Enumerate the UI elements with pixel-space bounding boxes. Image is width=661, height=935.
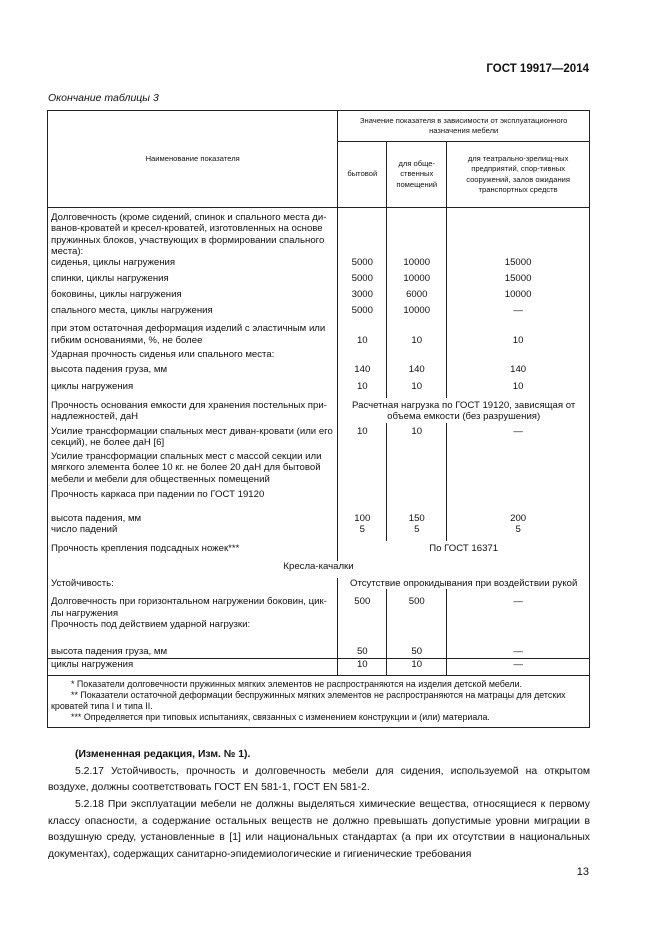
- cell-public: 10000: [387, 305, 447, 323]
- cell-public: 10: [387, 323, 447, 346]
- page-number: 13: [576, 866, 589, 878]
- table-row-label: циклы нагружения: [48, 381, 338, 398]
- section-title: Кресла-качалки: [48, 561, 590, 578]
- cell-home: 5000: [338, 273, 387, 289]
- cell-theatre: 10000: [447, 289, 590, 305]
- cell-theatre: —: [447, 589, 590, 619]
- cell-theatre: 5: [447, 524, 590, 541]
- cell-home: 100: [338, 505, 387, 524]
- table-row-label: высота падения, мм: [48, 505, 338, 524]
- cell-home: 5: [338, 524, 387, 541]
- cell-theatre: 15000: [447, 273, 590, 289]
- cell-merged: Расчетная нагрузка по ГОСТ 19120, зависящая от объема емкости (без разрушения): [338, 398, 590, 423]
- cell-home: 5000: [338, 257, 387, 273]
- durability-head: Долговечность (кроме сидений, спинок и спального места ди-ванов-кроватей и кресел-кроватей, изготовленных на основе пружинных блоков, участвующих в формировании спального места):: [48, 208, 338, 258]
- table-row-label: высота падения груза, мм: [48, 364, 338, 381]
- table-row-label: спального места, циклы нагружения: [48, 305, 338, 323]
- body-text: [48, 747, 590, 863]
- paragraph-5-2-17: 5.2.17 Устойчивость, прочность и долговечность мебели для сидения, используемой на открытом воздухе, должны соответствовать ГОСТ EN 581-1, ГОСТ EN 581-2.: [48, 765, 590, 794]
- frame-head: Прочность каркаса при падении по ГОСТ 19120: [48, 485, 338, 505]
- cell-public: 150: [387, 505, 447, 524]
- cell-theatre: —: [447, 635, 590, 658]
- header-public: для обще-ственных помещений: [387, 142, 447, 208]
- document-id: ГОСТ 19917—2014: [486, 63, 589, 75]
- cell-public: 500: [387, 589, 447, 619]
- cell-home: 10: [338, 423, 387, 449]
- cell-theatre: 10: [447, 323, 590, 346]
- table-row-label: Долговечность при горизонтальном нагружении боковин, цик-лы нагружения: [48, 589, 338, 619]
- table-row-label: спинки, циклы нагружения: [48, 273, 338, 289]
- table-row-label: циклы нагружения: [48, 658, 338, 675]
- table-row-label: Усилие трансформации спальных мест диван-кровати (или его секций), не более даН [6]: [48, 423, 338, 449]
- cell-public: 10: [387, 658, 447, 675]
- cell-home: 500: [338, 589, 387, 619]
- cell-home: 140: [338, 364, 387, 381]
- cell-theatre: 200: [447, 505, 590, 524]
- footnote: *** Определяется при типовых испытаниях, связанных с изменением конструкции и (или) материала.: [71, 711, 490, 722]
- cell-public: 10: [387, 381, 447, 398]
- table-row-label: Устойчивость:: [48, 578, 338, 589]
- header-name: Наименование показателя: [48, 111, 338, 208]
- table-row-label: Прочность основания емкости для хранения постельных при-надлежностей, даН: [48, 398, 338, 423]
- cell-home: 10: [338, 658, 387, 675]
- cell-theatre: —: [447, 658, 590, 675]
- cell-theatre: 15000: [447, 257, 590, 273]
- cell-home: 10: [338, 323, 387, 346]
- cell-public: 6000: [387, 289, 447, 305]
- table-row-label: число падений: [48, 524, 338, 541]
- cell-public: 50: [387, 635, 447, 658]
- cell-home: 3000: [338, 289, 387, 305]
- header-group: Значение показателя в зависимости от эксплуатационного назначения мебели: [338, 111, 590, 142]
- cell-merged: По ГОСТ 16371: [338, 541, 590, 561]
- table-row-label: боковины, циклы нагружения: [48, 289, 338, 305]
- table-row-label: Усилие трансформации спальных мест с массой секции или мягкого элемента более 10 кг. не более 20 даН для бытовой мебели и мебели для общественных помещений: [48, 448, 338, 485]
- cell-theatre: 10: [447, 381, 590, 398]
- cell-theatre: —: [447, 423, 590, 449]
- cell-theatre: 140: [447, 364, 590, 381]
- cell-home: 5000: [338, 305, 387, 323]
- cell-home: 10: [338, 381, 387, 398]
- cell-public: 5: [387, 524, 447, 541]
- cell-public: 140: [387, 364, 447, 381]
- table-row-label: при этом остаточная деформация изделий с эластичным или гибким основаниями, %, не более: [48, 323, 338, 346]
- requirements-table: [47, 110, 590, 728]
- amendment-note: (Измененная редакция, Изм. № 1).: [75, 749, 251, 760]
- cell-merged: Отсутствие опрокидывания при воздействии рукой: [338, 578, 590, 589]
- table-caption: Окончание таблицы 3: [48, 92, 159, 104]
- header-home: бытовой: [338, 142, 387, 208]
- cell-public: 10000: [387, 257, 447, 273]
- cell-theatre: —: [447, 305, 590, 323]
- footnotes: [48, 675, 590, 727]
- rock-impact-head: Прочность под действием ударной нагрузки:: [48, 619, 338, 635]
- paragraph-5-2-18: 5.2.18 При эксплуатации мебели не должны выделяться химические вещества, относящиеся к первому классу опасности, а содержание остальных веществ не должно превышать допустимые уровни миграции в воздушную среду, установленные в [1] или национальных стандартах (а при их отсутствии в национальных документах), содержащих санитарно-эпидемиологические и гигиенические требования: [48, 798, 590, 860]
- cell-public: 10: [387, 423, 447, 449]
- table-row-label: сиденья, циклы нагружения: [48, 257, 338, 273]
- footnote: ** Показатели остаточной деформации беспружинных мягких элементов не распространяются на матрацы для детских кроватей типа I и типа II.: [51, 689, 566, 711]
- cell-public: 10000: [387, 273, 447, 289]
- header-theatre: для театрально-зрелищ-ных предприятий, спор-тивных сооружений, залов ожидания транспортных средств: [447, 142, 590, 208]
- table-row-label: Прочность крепления подсадных ножек***: [48, 541, 338, 561]
- impact-head: Ударная прочность сиденья или спального места:: [48, 346, 338, 364]
- cell-home: 50: [338, 635, 387, 658]
- table-row-label: высота падения груза, мм: [48, 635, 338, 658]
- footnote: * Показатели долговечности пружинных мягких элементов не распространяются на изделия детской мебели.: [71, 678, 522, 689]
